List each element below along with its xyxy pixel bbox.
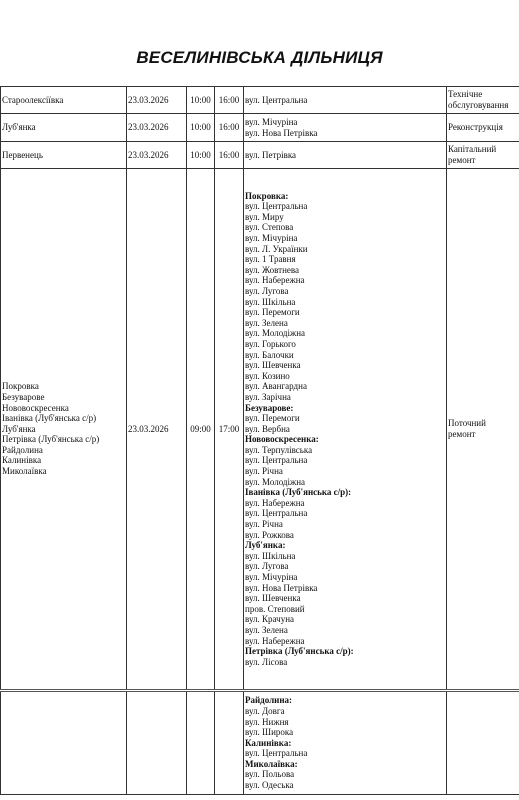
start-time: 09:00 <box>190 423 211 434</box>
street-name: вул. Миру <box>245 211 284 222</box>
work-type-cell <box>447 169 519 691</box>
village-name: Петрівка (Луб'янська с/р) <box>2 434 100 445</box>
street-name: вул. Мічуріна <box>245 233 298 244</box>
street-name: вул. Річна <box>245 519 283 530</box>
street-name: вул. Горького <box>245 338 296 349</box>
village-name: Райдолина <box>2 444 43 455</box>
village-cell <box>1 87 127 114</box>
street-name: вул. Зарічна <box>245 391 291 402</box>
street-name: вул. Мічуріна <box>245 572 298 583</box>
table-row <box>1 142 519 169</box>
outage-date: 23.03.2026 <box>128 423 169 434</box>
street-name: вул. Л. Українки <box>245 243 308 254</box>
settlement-heading: Покровка: <box>245 190 289 201</box>
start-time-cell <box>187 87 215 114</box>
streets-cell <box>244 691 447 795</box>
street-name: вул. Молодіжна <box>245 476 306 487</box>
street-name: вул. Перемоги <box>245 307 300 318</box>
street-name: вул. Набережна <box>245 497 305 508</box>
street-name: вул. Річна <box>245 466 283 477</box>
start-time-cell <box>187 142 215 169</box>
street-name: вул. Рожкова <box>245 529 294 540</box>
end-time-cell <box>215 87 244 114</box>
street-name: вул. Перемоги <box>245 413 300 424</box>
start-time: 10:00 <box>190 122 211 133</box>
settlement-heading: Миколаївка: <box>245 758 298 769</box>
village-name: Калинівка <box>2 455 42 466</box>
street-name: вул. Центральна <box>245 748 308 759</box>
end-time-cell <box>215 169 244 691</box>
street-name: вул. Авангардна <box>245 381 307 392</box>
street-name: вул. Польова <box>245 769 295 780</box>
start-time-cell <box>187 114 215 142</box>
table-row <box>1 87 519 114</box>
street-name: пров. Степовий <box>245 603 305 614</box>
end-time: 17:00 <box>218 423 240 434</box>
street-name: вул. Центральна <box>245 455 308 466</box>
village-name: Нововоскресенка <box>2 402 69 413</box>
settlement-heading: Петрівка (Луб'янська с/р): <box>245 646 354 657</box>
street-name: вул. Довга <box>245 705 285 716</box>
work-type: Капітальний <box>448 144 497 155</box>
table-row-continuation <box>1 691 519 795</box>
page-title: ВЕСЕЛИНІВСЬКА ДІЛЬНИЦЯ <box>136 48 383 67</box>
street-name: вул. Лугова <box>245 561 289 572</box>
street-name: вул. Нова Петрівка <box>245 582 318 593</box>
village-name: Миколаївка <box>2 466 47 477</box>
village-name: Луб'янка <box>2 423 36 434</box>
work-type: ремонт <box>448 429 476 439</box>
work-type-cell <box>447 114 519 142</box>
street-name: вул. Широка <box>245 727 294 738</box>
street-name: вул. 1 Травня <box>245 254 296 265</box>
street-name: вул. Лугова <box>245 285 289 296</box>
streets-cell <box>244 142 447 169</box>
settlement-heading: Іванівка (Луб'янська с/р): <box>245 487 352 498</box>
outage-schedule-table <box>0 86 519 795</box>
settlement-heading: Нововоскресенка: <box>245 434 319 445</box>
work-type: Реконструкція <box>448 122 503 133</box>
work-type: обслуговування <box>448 100 509 110</box>
street-name: вул. Шкільна <box>245 550 296 561</box>
street-name: вул. Центральна <box>245 201 308 212</box>
village-name: Іванівка (Луб'янська с/р) <box>2 413 97 424</box>
table-row <box>1 114 519 142</box>
street-name: вул. Шкільна <box>245 296 296 307</box>
street-name: вул. Мічуріна <box>245 116 298 127</box>
date-cell <box>127 87 187 114</box>
village-cell <box>1 142 127 169</box>
street-name: вул. Набережна <box>245 275 305 286</box>
work-type-cell <box>447 142 519 169</box>
empty-cell <box>447 691 519 795</box>
work-type: Технічне <box>448 89 483 100</box>
street-name: вул. Зелена <box>245 317 288 328</box>
outage-date: 23.03.2026 <box>128 94 169 105</box>
street-name: вул. Крачуна <box>245 614 295 625</box>
village-name: Безуварове <box>2 391 45 402</box>
empty-cell <box>215 691 244 795</box>
street-name: вул. Молодіжна <box>245 328 306 339</box>
start-time: 10:00 <box>190 149 211 160</box>
end-time-cell <box>215 114 244 142</box>
street-name: вул. Одеська <box>245 780 294 791</box>
settlement-heading: Безуварове: <box>245 402 294 413</box>
start-time: 10:00 <box>190 94 211 105</box>
street-name: вул. Нова Петрівка <box>245 127 318 138</box>
end-time: 16:00 <box>218 122 240 133</box>
street-name: вул. Балочки <box>245 349 294 360</box>
empty-cell <box>127 691 187 795</box>
settlement-heading: Луб'янка: <box>245 540 286 551</box>
village-cell <box>1 169 127 691</box>
street-name: вул. Зелена <box>245 624 288 635</box>
end-time-cell <box>215 142 244 169</box>
empty-cell <box>1 691 127 795</box>
date-cell <box>127 142 187 169</box>
table-row <box>1 169 519 691</box>
work-type-cell <box>447 87 519 114</box>
street-name: вул. Шевченка <box>245 593 301 604</box>
work-type: Поточний <box>448 418 486 429</box>
street-name: вул. Шевченка <box>245 360 301 371</box>
street-name: вул. Козино <box>245 370 290 381</box>
street-name: вул. Центральна <box>245 94 308 105</box>
village-name: Покровка <box>2 381 39 392</box>
empty-cell <box>187 691 215 795</box>
settlement-heading: Райдолина: <box>245 695 293 706</box>
streets-cell <box>244 169 447 691</box>
date-cell <box>127 169 187 691</box>
settlement-heading: Калинівка: <box>245 737 292 748</box>
streets-cell <box>244 114 447 142</box>
end-time: 16:00 <box>218 94 240 105</box>
street-name: вул. Вербна <box>245 423 290 434</box>
street-name: вул. Центральна <box>245 508 308 519</box>
village-name: Староолексіївка <box>2 94 64 105</box>
village-cell <box>1 114 127 142</box>
date-cell <box>127 114 187 142</box>
street-name: вул. Набережна <box>245 635 305 646</box>
village-name: Луб'янка <box>2 122 36 133</box>
street-name: вул. Степова <box>245 222 294 233</box>
street-name: вул. Терпулівська <box>245 444 313 455</box>
outage-date: 23.03.2026 <box>128 149 169 160</box>
outage-date: 23.03.2026 <box>128 122 169 133</box>
street-name: вул. Нижня <box>245 716 289 727</box>
start-time-cell <box>187 169 215 691</box>
street-name: вул. Жовтнева <box>245 264 300 275</box>
work-type: ремонт <box>448 155 476 165</box>
street-name: вул. Петрівка <box>245 149 297 160</box>
street-name: вул. Лісова <box>245 656 288 667</box>
streets-cell <box>244 87 447 114</box>
village-name: Первенець <box>2 149 43 160</box>
end-time: 16:00 <box>218 149 240 160</box>
